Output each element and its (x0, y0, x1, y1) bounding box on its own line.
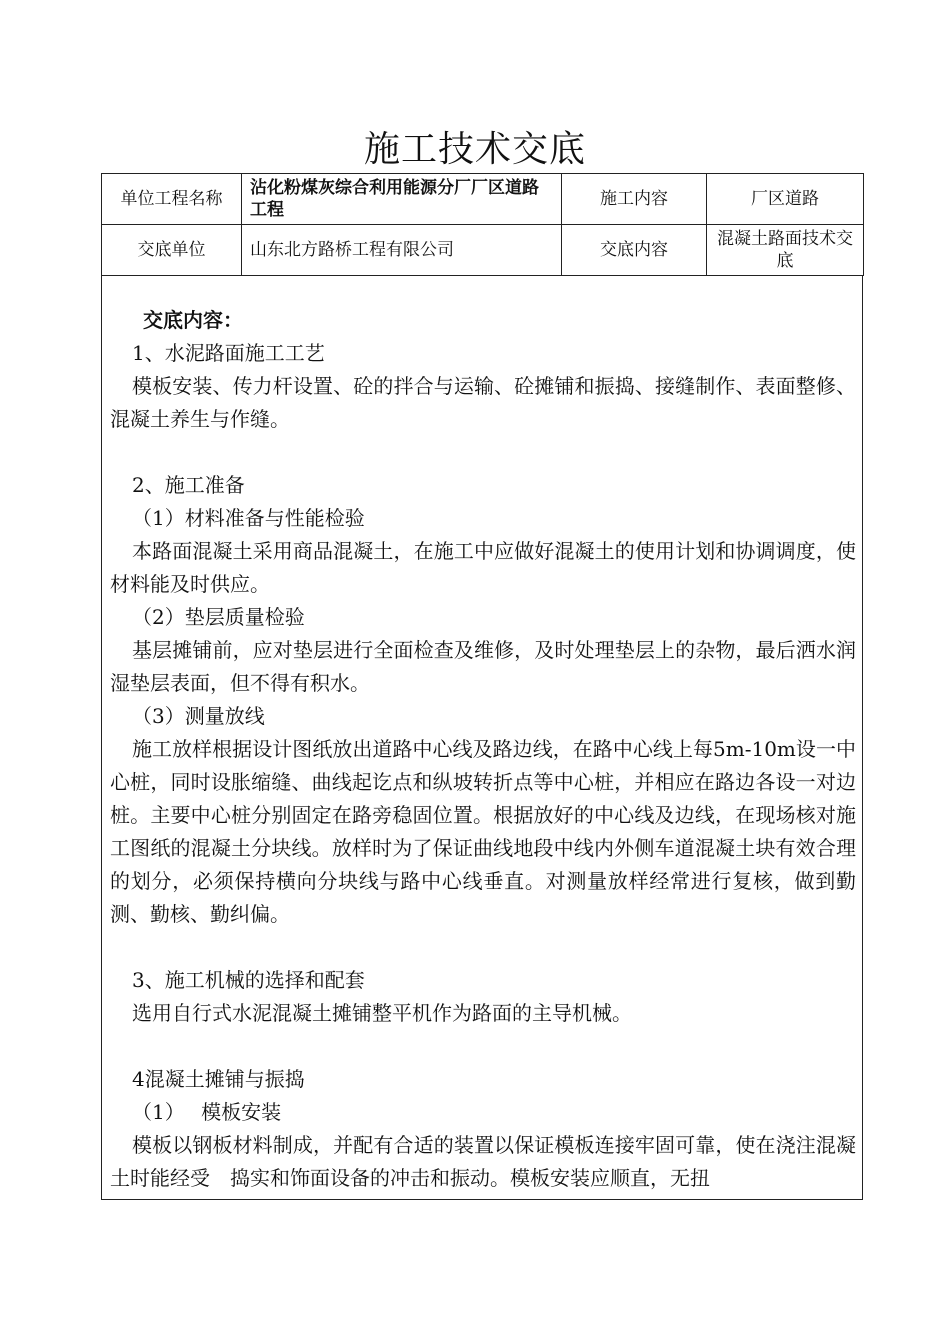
section-3-text: 选用自行式水泥混凝土摊铺整平机作为路面的主导机械。 (132, 1001, 632, 1025)
document-title: 施工技术交底 (363, 129, 586, 170)
section-4-1-title: （1） 模板安装 (132, 1100, 282, 1124)
work-content-label: 施工内容 (562, 174, 707, 225)
section-4-title: 4混凝土摊铺与振捣 (132, 1067, 305, 1091)
section-2-1-text: 本路面混凝土采用商品混凝土，在施工中应做好混凝土的使用计划和协调调度，使材料能及时供应。 (110, 539, 856, 596)
section-1-title: 1、水泥路面施工工艺 (132, 341, 325, 365)
briefing-unit-label: 交底单位 (102, 225, 242, 276)
section-2-2-title: （2）垫层质量检验 (132, 605, 305, 629)
unit-project-value: 沾化粉煤灰综合利用能源分厂厂区道路工程 (242, 174, 562, 225)
section-3-title: 3、施工机械的选择和配套 (132, 968, 365, 992)
briefing-content-value: 混凝土路面技术交底 (707, 225, 864, 276)
spacer (110, 1030, 856, 1063)
spacer (110, 931, 856, 964)
section-2-title: 2、施工准备 (132, 473, 245, 497)
briefing-body (101, 276, 863, 1200)
section-2-3-text: 施工放样根据设计图纸放出道路中心线及路边线，在路中心线上每5m-10m设一中心桩，同时设胀缩缝、曲线起讫点和纵坡转折点等中心桩，并相应在路边各设一对边桩。主要中心桩分别固定在路旁稳固位置。根据放好的中心线及边线，在现场核对施工图纸的混凝土分块线。放样时为了保证曲线地段中线内外侧车道混凝土块有效合理的划分，必须保持横向分块线与路中心线垂直。对测量放样经常进行复核，做到勤测、勤核、勤纠偏。 (110, 737, 856, 926)
briefing-content (110, 304, 856, 1195)
spacer (110, 436, 856, 469)
work-content-value: 厂区道路 (707, 174, 864, 225)
briefing-unit-value: 山东北方路桥工程有限公司 (242, 225, 562, 276)
header-table (101, 173, 864, 276)
briefing-content-label: 交底内容 (562, 225, 707, 276)
section-2-2-text: 基层摊铺前，应对垫层进行全面检查及维修，及时处理垫层上的杂物，最后洒水润湿垫层表面，但不得有积水。 (110, 638, 856, 695)
unit-project-label: 单位工程名称 (102, 174, 242, 225)
content-heading: 交底内容： (143, 308, 243, 332)
section-2-1-title: （1）材料准备与性能检验 (132, 506, 365, 530)
section-4-1-text: 模板以钢板材料制成，并配有合适的装置以保证模板连接牢固可靠，使在浇注混凝土时能经受 捣实和饰面设备的冲击和振动。模板安装应顺直，无扭 (110, 1133, 856, 1190)
section-1-text: 模板安装、传力杆设置、砼的拌合与运输、砼摊铺和振捣、接缝制作、表面整修、混凝土养生与作缝。 (110, 374, 856, 431)
section-2-3-title: （3）测量放线 (132, 704, 265, 728)
